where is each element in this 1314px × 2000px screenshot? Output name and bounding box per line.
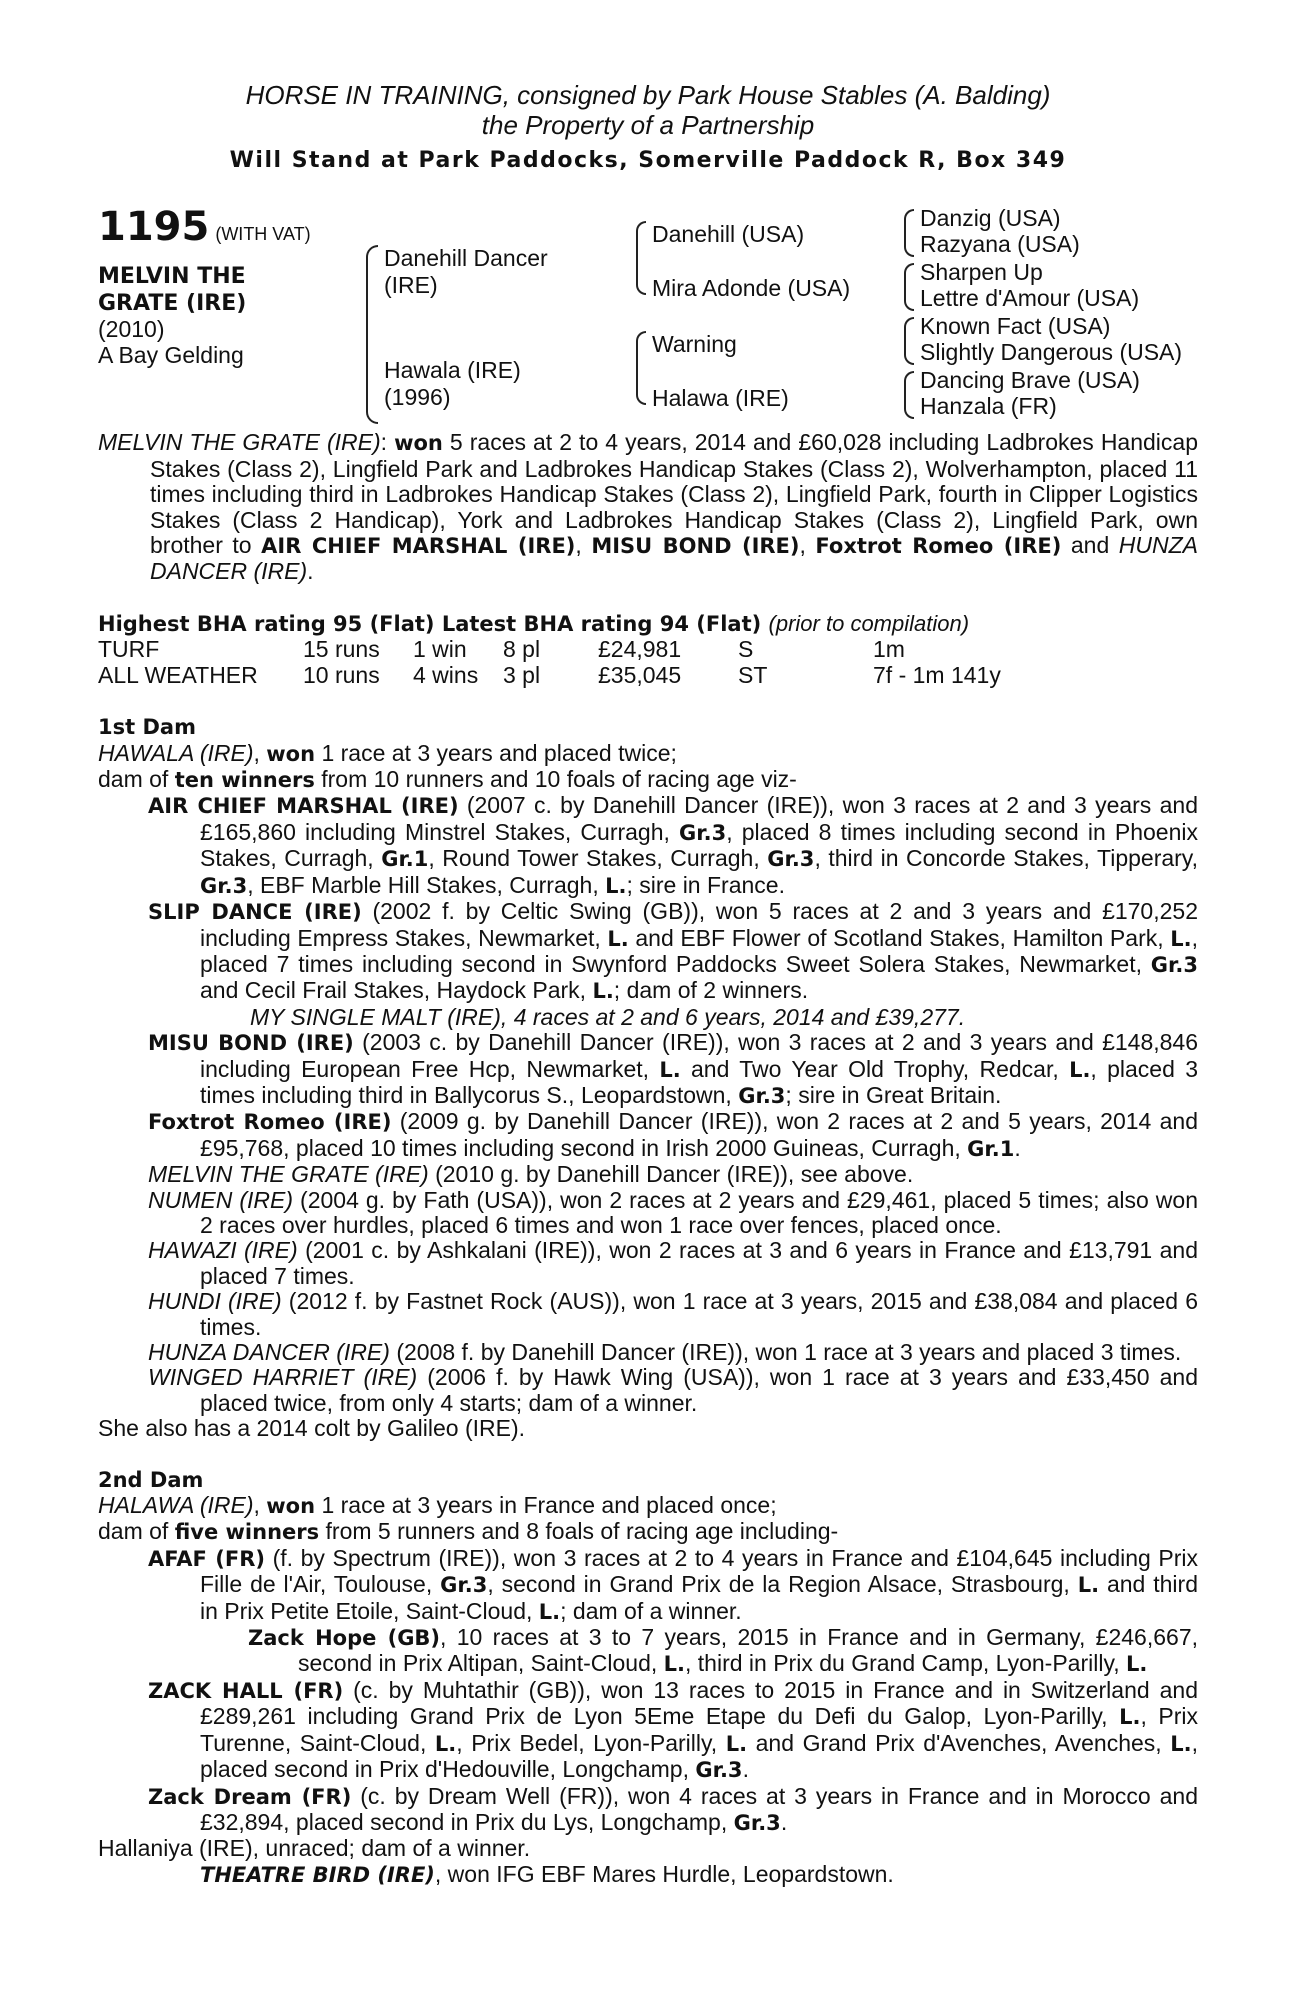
dam bbox=[384, 357, 521, 411]
sire-dam: Mira Adonde (USA) bbox=[652, 275, 851, 302]
first-dam-closing: She also has a 2014 colt by Galileo (IRE). bbox=[98, 1415, 526, 1442]
list-item: AFAF (FR) (f. by Spectrum (IRE)), won 3 races at 2 to 4 years in France and £104,645 including Prix Fille de l'Air, Toulouse, Gr.3, second in Grand Prix de la Region Alsace, Strasbourg, L. and third in Prix Petite Etoile, Saint-Cloud, L.; dam of a winner. bbox=[148, 1544, 1198, 1624]
sire-origin: (IRE) bbox=[384, 272, 438, 299]
list-item: MY SINGLE MALT (IRE), 4 races at 2 and 6 years, 2014 and £39,277. bbox=[250, 1003, 966, 1030]
dam-year: (1996) bbox=[384, 384, 451, 411]
sire-sire: Danehill (USA) bbox=[652, 221, 805, 248]
bha-rating: Highest BHA rating 95 (Flat) Latest BHA rating 94 (Flat) (prior to compilation) bbox=[98, 610, 970, 636]
list-item: HUNDI (IRE) (2012 f. by Fastnet Rock (AUS)), won 1 race at 3 years, 2015 and £38,084 and placed 6 times. bbox=[148, 1288, 1198, 1340]
list-item: MISU BOND (IRE) (2003 c. by Danehill Dancer (IRE)), won 3 races at 2 and 3 years and £148,846 including European Free Hcp, Newmarket, L. and Two Year Old Trophy, Redcar, L., placed 3 times including third in Ballycorus S., Leopardstown, Gr.3; sire in Great Britain. bbox=[148, 1029, 1198, 1108]
list-item: Zack Hope (GB), 10 races at 3 to 7 years, 2015 in France and in Germany, £246,667, second in Prix Altipan, Saint-Cloud, L., third in Prix du Grand Camp, Lyon-Parilly, L. bbox=[248, 1624, 1198, 1677]
first-dam-produce: dam of ten winners from 10 runners and 10 foals of racing age viz- bbox=[98, 766, 797, 793]
list-item: Zack Dream (FR) (c. by Dream Well (FR)), won 4 races at 3 years in France and in Morocco and £32,894, placed second in Prix du Lys, Longchamp, Gr.3. bbox=[148, 1782, 1198, 1835]
catalogue-page bbox=[98, 80, 1198, 1888]
list-item: NUMEN (IRE) (2004 g. by Fath (USA)), won 2 races at 2 years and £29,461, placed 5 times; also won 2 races over hurdles, placed 6 times and won 1 race over fences, placed once. bbox=[148, 1186, 1198, 1238]
list-item: HUNZA DANCER (IRE) (2008 f. by Danehill Dancer (IRE)), won 1 race at 3 years and placed 3 times. bbox=[148, 1339, 1182, 1365]
list-item: MELVIN THE GRATE (IRE) (2010 g. by Danehill Dancer (IRE)), see above. bbox=[148, 1161, 914, 1188]
dam-dam: Halawa (IRE) bbox=[652, 385, 789, 412]
sire-name: Danehill Dancer bbox=[384, 245, 548, 272]
brace-sire-line bbox=[636, 221, 646, 295]
consignor-line: HORSE IN TRAINING, consigned by Park House Stables (A. Balding) bbox=[245, 80, 1051, 110]
horse-name-line1: MELVIN THE bbox=[98, 264, 246, 290]
horse-name-line2: GRATE (IRE) bbox=[98, 291, 247, 317]
dam-name: Hawala (IRE) bbox=[384, 357, 521, 384]
ownership-line: the Property of a Partnership bbox=[481, 110, 815, 140]
second-dam-intro: HALAWA (IRE), won 1 race at 3 years in France and placed once; bbox=[98, 1492, 777, 1519]
brace-g2 bbox=[904, 263, 914, 311]
sire bbox=[384, 245, 548, 299]
second-dam-produce: dam of five winners from 5 runners and 8 foals of racing age including- bbox=[98, 1518, 839, 1545]
brace-parents bbox=[366, 245, 378, 424]
table-row: ALL WEATHER 10 runs 4 wins 3 pl £35,045 ST 7f - 1m 141y bbox=[98, 662, 1001, 689]
table-row: TURF 15 runs 1 win 8 pl £24,981 S 1m bbox=[98, 636, 905, 663]
ds-dam: Slightly Dangerous (USA) bbox=[920, 339, 1183, 366]
first-dam-heading: 1st Dam bbox=[98, 715, 196, 740]
ds-sire: Known Fact (USA) bbox=[920, 313, 1111, 340]
ss-dam: Razyana (USA) bbox=[920, 231, 1080, 258]
race-record-table bbox=[98, 637, 1001, 689]
sd-sire: Sharpen Up bbox=[920, 259, 1043, 286]
list-item: WINGED HARRIET (IRE) (2006 f. by Hawk Wing (USA)), won 1 race at 3 years and £33,450 and placed twice, from only 4 starts; dam of a winner. bbox=[148, 1364, 1198, 1416]
brace-g4 bbox=[904, 371, 914, 419]
brace-dam-line bbox=[636, 331, 646, 405]
list-item: HAWAZI (IRE) (2001 c. by Ashkalani (IRE)), won 2 races at 3 and 6 years in France and £13,791 and placed 7 times. bbox=[148, 1237, 1198, 1289]
list-item: THEATRE BIRD (IRE), won IFG EBF Mares Hurdle, Leopardstown. bbox=[200, 1860, 894, 1887]
lot-info bbox=[98, 205, 311, 368]
list-item: SLIP DANCE (IRE) (2002 f. by Celtic Swing (GB)), won 5 races at 2 and 3 years and £170,252 including Empress Stakes, Newmarket, L. and EBF Flower of Scotland Stakes, Hamilton Park, L., placed 7 times including second in Swynford Paddocks Sweet Solera Stakes, Newmarket, Gr.3 and Cecil Frail Stakes, Haydock Park, L.; dam of 2 winners. bbox=[148, 898, 1198, 1004]
brace-g3 bbox=[904, 317, 914, 365]
list-item: Foxtrot Romeo (IRE) (2009 g. by Danehill Dancer (IRE)), won 2 races at 2 and 5 years, 2014 and £95,768, placed 10 times including second in Irish 2000 Guineas, Curragh, Gr.1. bbox=[148, 1108, 1199, 1161]
first-dam-intro: HAWALA (IRE), won 1 race at 3 years and placed twice; bbox=[98, 739, 677, 766]
brace-g1 bbox=[904, 209, 914, 257]
list-item: Hallaniya (IRE), unraced; dam of a winner. bbox=[98, 1835, 531, 1862]
location-line: Will Stand at Park Paddocks, Somerville Paddock R, Box 349 bbox=[229, 148, 1067, 173]
ss-sire: Danzig (USA) bbox=[920, 205, 1061, 232]
horse-description: A Bay Gelding bbox=[98, 341, 244, 368]
list-item: ZACK HALL (FR) (c. by Muhtathir (GB)), won 13 races to 2015 in France and in Switzerland and £289,261 including Grand Prix de Lyon 5Eme Etape du Defi du Galop, Lyon-Parilly, L., Prix Turenne, Saint-Cloud, L., Prix Bedel, Lyon-Parilly, L. and Grand Prix d'Avenches, Avenches, L., placed second in Prix d'Hedouville, Longchamp, Gr.3. bbox=[148, 1676, 1199, 1783]
dam-sire: Warning bbox=[652, 331, 737, 358]
vat-label: (WITH VAT) bbox=[215, 224, 311, 245]
second-dam-heading: 2nd Dam bbox=[98, 1467, 204, 1492]
pedigree-block bbox=[98, 205, 1198, 430]
horse-summary: MELVIN THE GRATE (IRE): won 5 races at 2 to 4 years, 2014 and £60,028 including Ladbrokes Handicap Stakes (Class 2), Lingfield Park and Ladbrokes Handicap Stakes (Class 2), Wolverhampton, placed 11 times including third in Ladbrokes Handicap Stakes (Class 2), Lingfield Park, fourth in Clipper Logistics Stakes (Class 2 Handicap), York and Ladbrokes Handicap Stakes (Class 2), Lingfield Park, own brother to AIR CHIEF MARSHAL (IRE), MISU BOND (IRE), Foxtrot Romeo (IRE) and HUNZA DANCER (IRE). bbox=[98, 429, 1198, 585]
lot-number: 1195 bbox=[98, 204, 210, 251]
list-item: AIR CHIEF MARSHAL (IRE) (2007 c. by Danehill Dancer (IRE)), won 3 races at 2 and 3 years and £165,860 including Minstrel Stakes, Curragh, Gr.3, placed 8 times including second in Phoenix Stakes, Curragh, Gr.1, Round Tower Stakes, Curragh, Gr.3, third in Concorde Stakes, Tipperary, Gr.3, EBF Marble Hill Stakes, Curragh, L.; sire in France. bbox=[148, 792, 1198, 898]
horse-year: (2010) bbox=[98, 316, 165, 343]
dd-dam: Hanzala (FR) bbox=[920, 393, 1057, 420]
dd-sire: Dancing Brave (USA) bbox=[920, 367, 1140, 394]
sd-dam: Lettre d'Amour (USA) bbox=[920, 285, 1140, 312]
